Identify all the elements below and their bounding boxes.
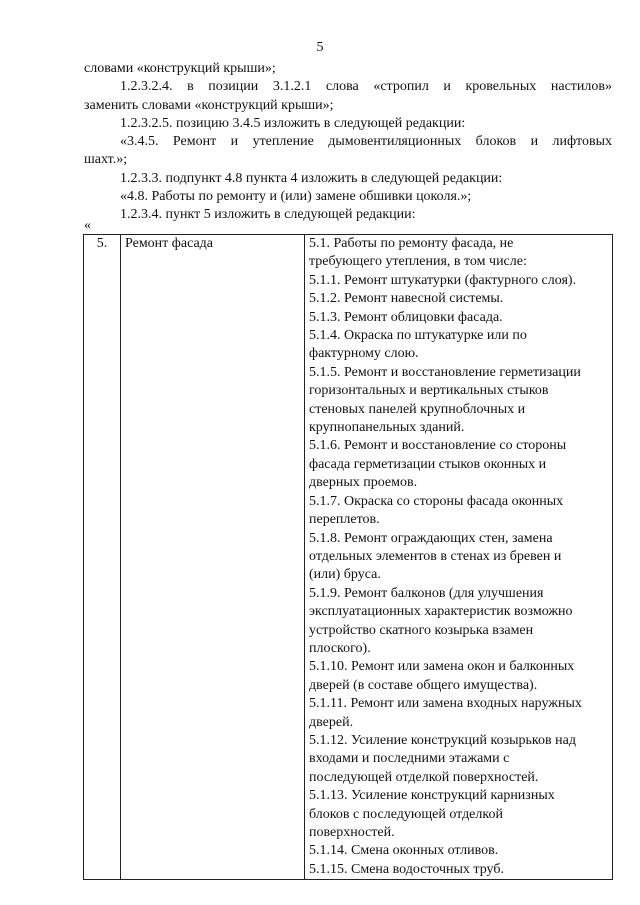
- work-type-cell: Ремонт фасада: [121, 235, 305, 880]
- description-line: 5.1.15. Смена водосточных труб.: [309, 861, 504, 877]
- description-line: переплетов.: [309, 512, 380, 528]
- document-body: [84, 60, 612, 225]
- description-line: дверей.: [309, 714, 354, 730]
- description-line: поверхностей.: [309, 825, 395, 840]
- paragraph-line: 1.2.3.2.5. позицию 3.4.5 изложить в следующей редакции:: [120, 115, 466, 131]
- description-line: 5.1.1. Ремонт штукатурки (фактурного слоя).: [309, 272, 577, 288]
- description-line: 5.1.9. Ремонт балконов (для улучшения: [309, 585, 544, 601]
- description-line: 5.1.5. Ремонт и восстановление герметизации: [309, 364, 581, 380]
- description-line: 5.1.4. Окраска по штукатурке или по: [309, 328, 527, 344]
- description-line: 5.1.3. Ремонт облицовки фасада.: [309, 309, 503, 325]
- description-line: 5.1.7. Окраска со стороны фасада оконных: [309, 493, 564, 509]
- work-description-cell: [305, 235, 613, 880]
- description-line: фасада герметизации стыков оконных и: [309, 456, 547, 472]
- amendment-table: [83, 234, 613, 880]
- description-line: эксплуатационных характеристик возможно: [309, 604, 573, 620]
- paragraph-line: «4.8. Работы по ремонту и (или) замене обшивки цоколя.»;: [120, 189, 472, 205]
- table-row: [84, 235, 613, 880]
- description-line: дверей (в составе общего имущества).: [309, 677, 538, 693]
- paragraph-line: заменить словами «конструкций крыши»;: [84, 97, 334, 113]
- description-line: 5.1.6. Ремонт и восстановление со стороны: [309, 438, 567, 454]
- description-line: устройство скатного козырька взамен: [309, 622, 534, 638]
- description-line: 5.1.13. Усиление конструкций карнизных: [309, 788, 555, 804]
- description-line: дверных проемов.: [309, 475, 418, 491]
- description-line: плоского).: [309, 640, 371, 656]
- description-line: 5.1.14. Смена оконных отливов.: [309, 843, 499, 859]
- description-line: последующей отделкой поверхностей.: [309, 769, 539, 785]
- description-line: (или) бруса.: [309, 567, 381, 583]
- description-line: 5.1.8. Ремонт ограждающих стен, замена: [309, 530, 553, 546]
- description-line: крупнопанельных зданий.: [309, 420, 465, 436]
- paragraph-line: словами «конструкций крыши»;: [84, 61, 276, 76]
- description-line: блоков с последующей отделкой: [309, 806, 503, 822]
- description-line: требующего утепления, в том числе:: [309, 254, 527, 270]
- description-line: фактурному слою.: [309, 346, 419, 362]
- paragraph-line: шахт.»;: [84, 152, 128, 168]
- description-line: горизонтальных и вертикальных стыков: [309, 383, 549, 399]
- paragraph-line: 1.2.3.4. пункт 5 изложить в следующей редакции:: [120, 207, 416, 223]
- description-line: 5.1. Работы по ремонту фасада, не: [309, 236, 514, 251]
- opening-quote: «: [84, 218, 91, 233]
- row-number-cell: 5.: [84, 235, 121, 880]
- description-line: 5.1.11. Ремонт или замена входных наружных: [309, 696, 582, 712]
- paragraph-line: 1.2.3.3. подпункт 4.8 пункта 4 изложить в следующей редакции:: [120, 170, 503, 186]
- description-line: входами и последними этажами с: [309, 751, 510, 767]
- description-line: 5.1.12. Усиление конструкций козырьков над: [309, 732, 576, 748]
- paragraph-line: «3.4.5. Ремонт и утепление дымовентиляционных блоков и лифтовых: [120, 134, 612, 150]
- page-number: 5: [316, 40, 324, 55]
- description-line: стеновых панелей крупноблочных и: [309, 401, 526, 417]
- description-line: отдельных элементов в стенах из бревен и: [309, 548, 562, 564]
- paragraph-line: 1.2.3.2.4. в позиции 3.1.2.1 слова «стропил и кровельных настилов»: [120, 79, 612, 95]
- description-line: 5.1.2. Ремонт навесной системы.: [309, 291, 504, 307]
- description-line: 5.1.10. Ремонт или замена окон и балконных: [309, 659, 575, 675]
